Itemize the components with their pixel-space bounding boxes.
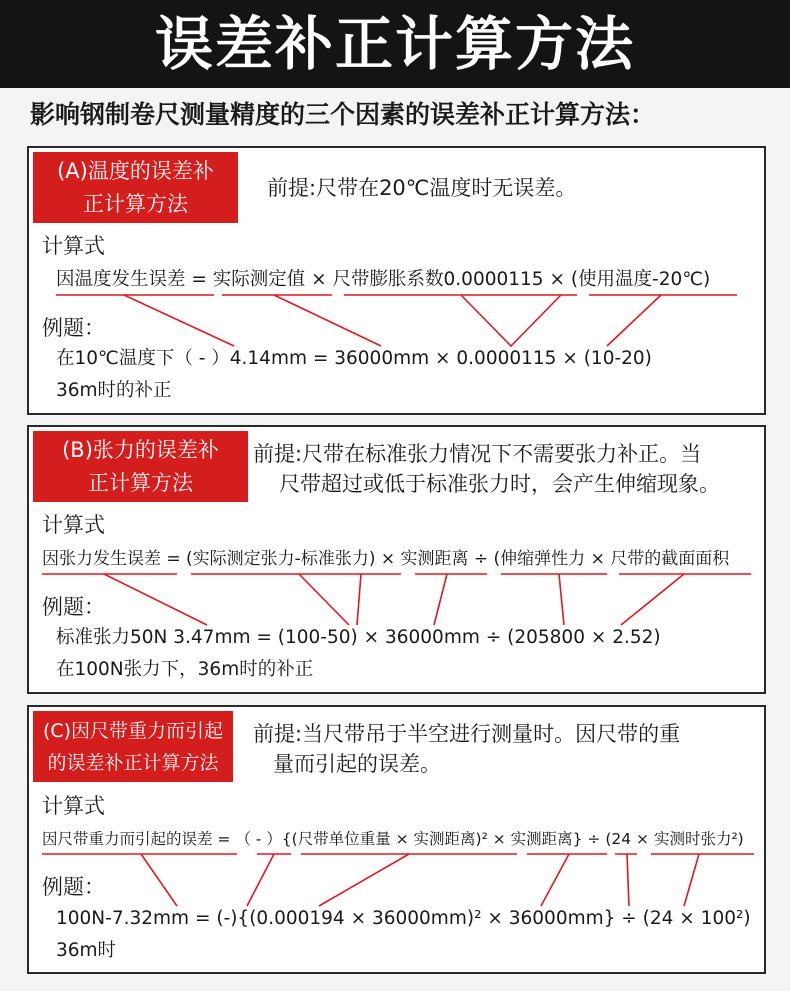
section-c-formula-label: 计算式 bbox=[42, 794, 105, 818]
page-title: 误差补正计算方法 bbox=[0, 0, 790, 88]
section-c-premise-line1: 前提:当尺带吊于半空进行测量时。因尺带的重 bbox=[253, 722, 681, 746]
section-b-tag bbox=[33, 431, 248, 502]
section-c-tag-line1: (C)因尺带重力而引起 bbox=[42, 720, 224, 742]
section-b-example-line2: 在100N张力下，36m时的补正 bbox=[56, 659, 314, 680]
section-a-premise-line1: 前提:尺带在20℃温度时无误差。 bbox=[267, 176, 577, 200]
section-b-example-line1: 标准张力50N 3.47mm = (100-50) × 36000mm ÷ (205800 × 2.52) bbox=[56, 627, 661, 648]
section-c-example-label: 例题： bbox=[42, 875, 105, 899]
section-a-premise bbox=[267, 173, 576, 203]
section-b-premise-line1: 前提:尺带在标准张力情况下不需要张力补正。当 bbox=[253, 442, 702, 466]
section-a-formula: 因温度发生误差 = 实际测定值 × 尺带膨胀系数0.0000115 × (使用温度-20℃) bbox=[56, 269, 711, 290]
section-a-tag-line1: (A)温度的误差补 bbox=[57, 159, 214, 183]
section-a-panel bbox=[27, 146, 766, 415]
section-c-premise bbox=[253, 719, 680, 779]
section-a-formula-label: 计算式 bbox=[42, 234, 105, 258]
section-a-tag bbox=[33, 152, 238, 223]
section-a-example-line1: 在10℃温度下（ - ）4.14mm = 36000mm × 0.0000115 × (10-20) bbox=[56, 348, 652, 369]
section-c-formula: 因尺带重力而引起的误差 = （ - ）{(尺带单位重量 × 实测距离)² × 实测距离} ÷ (24 × 实测时张力²) bbox=[42, 830, 744, 848]
section-b-tag-line2: 正计算方法 bbox=[88, 471, 193, 495]
section-c-example-line2: 36m时 bbox=[56, 940, 117, 961]
section-b-example-label: 例题： bbox=[42, 595, 105, 619]
section-a-tag-line2: 正计算方法 bbox=[83, 192, 188, 216]
section-b-premise bbox=[253, 439, 720, 499]
section-c-premise-line2: 量而引起的误差。 bbox=[273, 752, 441, 776]
section-c-example-line1: 100N-7.32mm = (-){(0.000194 × 36000mm)² × 36000mm} ÷ (24 × 100²) bbox=[56, 908, 751, 929]
section-b-formula-label: 计算式 bbox=[42, 513, 105, 537]
subtitle: 影响钢制卷尺测量精度的三个因素的误差补正计算方法： bbox=[30, 100, 656, 129]
section-b-formula: 因张力发生误差 = (实际测定张力-标准张力) × 实测距离 ÷ (伸缩弹性力 × 尺带的截面面积 bbox=[42, 549, 730, 569]
section-b-premise-line2: 尺带超过或低于标准张力时，会产生伸缩现象。 bbox=[279, 472, 720, 496]
section-b-tag-line1: (B)张力的误差补 bbox=[62, 438, 219, 462]
section-a-example-line2: 36m时的补正 bbox=[56, 380, 172, 401]
section-c-tag bbox=[33, 711, 233, 782]
section-b-panel bbox=[27, 425, 766, 694]
section-a-example-label: 例题： bbox=[42, 316, 105, 340]
section-c-panel bbox=[27, 705, 766, 974]
section-c-tag-line2: 的误差补正计算方法 bbox=[47, 752, 219, 774]
